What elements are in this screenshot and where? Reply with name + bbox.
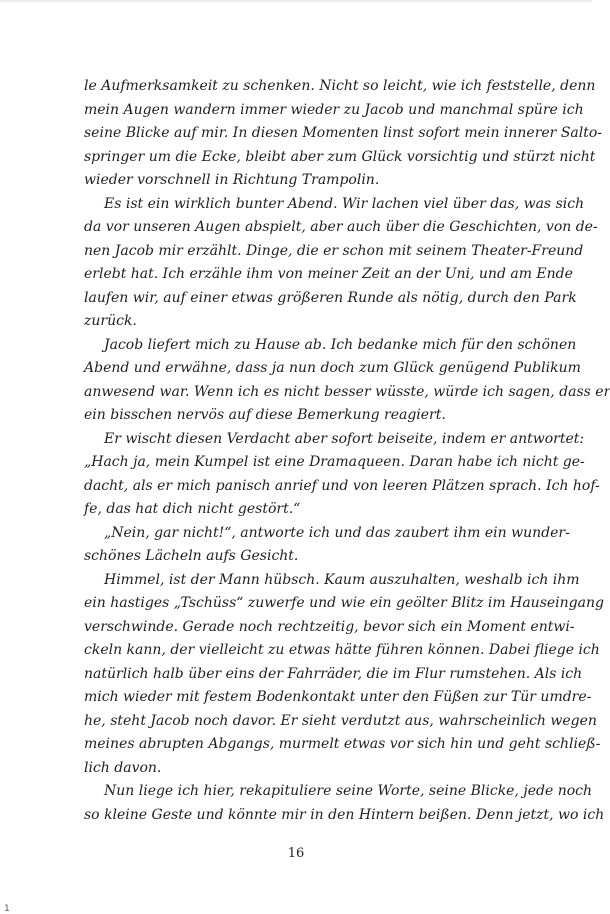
text-line: zurück. bbox=[84, 313, 137, 329]
text-line: meines abrupten Abgangs, murmelt etwas vor sich hin und geht schließ- bbox=[84, 736, 601, 752]
text-line: da vor unseren Augen abspielt, aber auch über die Geschichten, von de- bbox=[84, 219, 598, 235]
text-line: nen Jacob mir erzählt. Dinge, die er schon mit seinem Theater-Freund bbox=[84, 242, 584, 259]
text-line: ein bisschen nervös auf diese Bemerkung reagiert. bbox=[84, 407, 446, 423]
text-line: „Hach ja, mein Kumpel ist eine Dramaqueen. Daran habe ich nicht ge- bbox=[84, 454, 585, 470]
text-line: mein Augen wandern immer wieder zu Jacob und manchmal spüre ich bbox=[84, 101, 584, 118]
text-line: Himmel, ist der Mann hübsch. Kaum auszuhalten, weshalb ich ihm bbox=[104, 571, 580, 588]
text-line: seine Blicke auf mir. In diesen Momenten linst sofort mein innerer Salto- bbox=[84, 125, 603, 141]
text-line: so kleine Geste und könnte mir in den Hintern beißen. Denn jetzt, wo ich bbox=[84, 806, 605, 823]
text-line: natürlich halb über eins der Fahrräder, die im Flur rumstehen. Als ich bbox=[84, 665, 583, 682]
text-line: fe, das hat dich nicht gestört.“ bbox=[84, 501, 301, 517]
text-line: schönes Lächeln aufs Gesicht. bbox=[84, 548, 299, 564]
text-line: Jacob liefert mich zu Hause ab. Ich bedanke mich für den schönen bbox=[104, 336, 577, 353]
corner-mark: 1 bbox=[4, 904, 10, 914]
text-line: mich wieder mit festem Bodenkontakt unter den Füßen zur Tür umdre- bbox=[84, 689, 592, 705]
text-line: wieder vorschnell in Richtung Trampolin. bbox=[84, 172, 380, 188]
text-line: ckeln kann, der vielleicht zu etwas hätte führen können. Dabei fliege ich bbox=[84, 642, 600, 658]
text-line: Es ist ein wirklich bunter Abend. Wir lachen viel über das, was sich bbox=[104, 195, 585, 212]
text-line: he, steht Jacob noch davor. Er sieht verdutzt aus, wahrscheinlich wegen bbox=[84, 712, 597, 729]
text-line: Er wischt diesen Verdacht aber sofort beiseite, indem er antwortet: bbox=[104, 430, 585, 447]
text-line: le Aufmerksamkeit zu schenken. Nicht so leicht, wie ich feststelle, denn bbox=[84, 78, 596, 94]
text-line: Abend und erwähne, dass ja nun doch zum Glück genügend Publikum bbox=[84, 360, 581, 376]
body-text bbox=[84, 75, 610, 827]
text-line: laufen wir, auf einer etwas größeren Runde als nötig, durch den Park bbox=[84, 289, 577, 306]
text-line: lich davon. bbox=[84, 759, 162, 776]
page-number: 16 bbox=[287, 846, 305, 861]
text-line: ein hastiges „Tschüss“ zuwerfe und wie ein geölter Blitz im Hauseingang bbox=[84, 595, 604, 611]
text-line: dacht, als er mich panisch anrief und von leeren Plätzen sprach. Ich hof- bbox=[84, 477, 600, 494]
text-line: anwesend war. Wenn ich es nicht besser wüsste, würde ich sagen, dass er bbox=[84, 383, 610, 400]
text-line: Nun liege ich hier, rekapituliere seine Worte, seine Blicke, jede noch bbox=[104, 783, 592, 799]
text-line: verschwinde. Gerade noch rechtzeitig, bevor sich ein Moment entwi- bbox=[84, 618, 575, 635]
text-line: springer um die Ecke, bleibt aber zum Glück vorsichtig und stürzt nicht bbox=[84, 148, 596, 165]
top-edge-line bbox=[0, 0, 592, 2]
text-line: erlebt hat. Ich erzähle ihm von meiner Zeit an der Uni, und am Ende bbox=[84, 266, 573, 282]
text-line: „Nein, gar nicht!“, antworte ich und das zaubert ihm ein wunder- bbox=[104, 524, 570, 541]
